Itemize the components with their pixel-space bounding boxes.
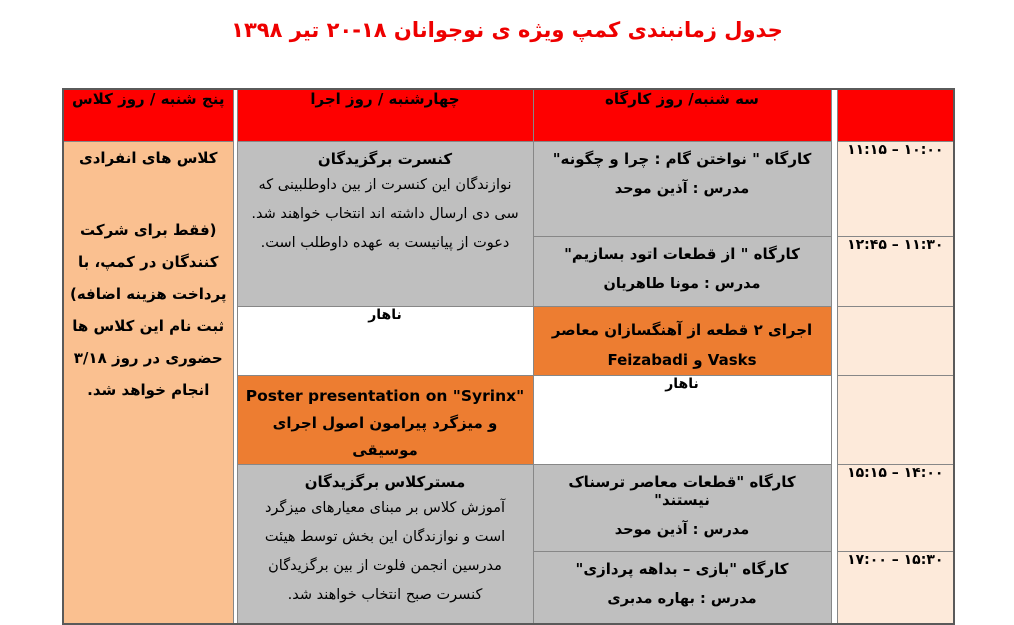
time-slot-2: ۱۱:۳۰ – ۱۲:۴۵ bbox=[837, 236, 954, 306]
workshop-title: کارگاه "بازی – بداهه پردازی" bbox=[575, 559, 789, 578]
tuesday-workshop-2 bbox=[533, 236, 831, 306]
tuesday-lunch: ناهار bbox=[533, 375, 831, 464]
workshop-instructor: مدرس : آذین موحد bbox=[614, 521, 750, 538]
table-row bbox=[63, 141, 954, 236]
col-header-tuesday: سه شنبه/ روز کارگاه bbox=[533, 89, 831, 141]
wednesday-masterclass bbox=[237, 464, 533, 624]
workshop-instructor: مدرس : بهاره مدبری bbox=[607, 590, 757, 607]
workshop-title: کارگاه "قطعات معاصر ترسناک نیستند" bbox=[568, 472, 796, 509]
tuesday-workshop-3 bbox=[533, 464, 831, 551]
wednesday-concert bbox=[237, 141, 533, 306]
concert-description: نوازندگان این کنسرت از بین داوطلبینی که سی دی ارسال داشته اند انتخاب خواهند شد. دعوت از پیانیست به عهده داوطلب است. bbox=[251, 176, 519, 251]
tuesday-workshop-1 bbox=[533, 141, 831, 236]
thursday-classes-title: کلاس های انفرادی bbox=[78, 148, 218, 167]
time-slot-5: ۱۴:۰۰ – ۱۵:۱۵ bbox=[837, 464, 954, 551]
wednesday-lunch: ناهار bbox=[237, 306, 533, 375]
poster-line1: Poster presentation on "Syrinx" bbox=[245, 386, 525, 405]
thursday-classes-note1: (فقط برای شرکت کنندگان در کمپ، با پرداخت هزینه اضافه) bbox=[69, 220, 227, 303]
masterclass-title: مسترکلاس برگزیدگان bbox=[304, 472, 466, 491]
wednesday-poster-presentation bbox=[237, 375, 533, 464]
thursday-individual-classes bbox=[63, 141, 233, 624]
time-slot-3 bbox=[837, 306, 954, 375]
workshop-title: کارگاه " از قطعات اتود بسازیم" bbox=[564, 244, 800, 263]
performance-line2: Vasks و Feizabadi bbox=[607, 350, 757, 369]
poster-line2: و میزگرد پیرامون اصول اجرای موسیقی bbox=[272, 413, 498, 459]
thursday-classes-note2: ثبت نام این کلاس ها حضوری در روز ۳/۱۸ انجام خواهد شد. bbox=[72, 316, 225, 399]
workshop-title: کارگاه " نواختن گام : چرا و چگونه" bbox=[552, 149, 812, 168]
workshop-instructor: مدرس : آذین موحد bbox=[614, 180, 750, 197]
masterclass-description: آموزش کلاس بر مبنای معیارهای میزگرد است و نوازندگان این بخش توسط هیئت مدرسین انجمن فلوت از بین برگزیدگان کنسرت صبح انتخاب خواهند شد. bbox=[264, 499, 506, 603]
col-header-wednesday: چهارشنبه / روز اجرا bbox=[237, 89, 533, 141]
camp-schedule-table bbox=[62, 88, 955, 625]
time-slot-6: ۱۵:۳۰ – ۱۷:۰۰ bbox=[837, 551, 954, 624]
header-row bbox=[63, 89, 954, 141]
performance-line1: اجرای ۲ قطعه از آهنگسازان معاصر bbox=[551, 320, 813, 339]
time-slot-1: ۱۰:۰۰ – ۱۱:۱۵ bbox=[837, 141, 954, 236]
tuesday-workshop-4 bbox=[533, 551, 831, 624]
workshop-instructor: مدرس : مونا طاهریان bbox=[603, 275, 761, 292]
page-title: جدول زمانبندی کمپ ویژه ی نوجوانان ۱۸-۲۰ تیر ۱۳۹۸ bbox=[231, 18, 783, 42]
concert-title: کنسرت برگزیدگان bbox=[317, 149, 453, 168]
time-column-header bbox=[837, 89, 954, 141]
tuesday-performance bbox=[533, 306, 831, 375]
col-header-thursday: پنج شنبه / روز کلاس bbox=[63, 89, 233, 141]
time-slot-4 bbox=[837, 375, 954, 464]
